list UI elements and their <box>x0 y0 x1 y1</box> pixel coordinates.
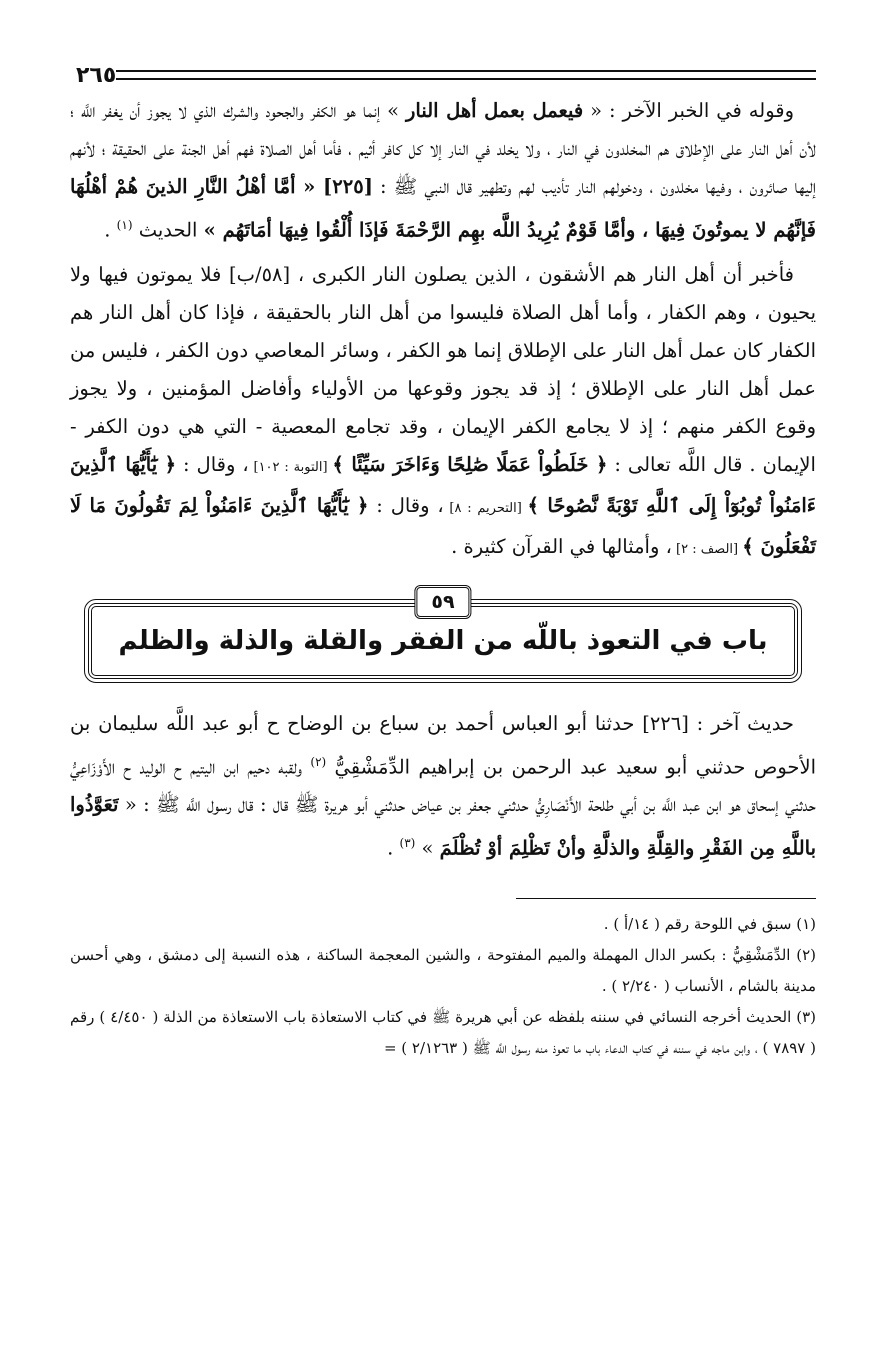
paragraph-1-text-b: » إنما هو الكفر والجحود والشرك الذي لا يجوز أن يغفر اللَّه ؛ لأن أهل النار على الإطلاق هم المخلدون في النار ، ولا يخلد في النار إلا كل كافر أثيم ، فأما أهل الصلاة فهم أهل الجنة على الحقيقة ؛ لأنهم إليها صائرون ، وفيها مخلدون ، ودخولهم النار تأديب لهم وتطهير قال النبي ﷺ : <box>70 99 817 198</box>
quran-verse-3: ﴿ يَٰٓأَيُّهَا ٱلَّذِينَ ءَامَنُواْ لِمَ تَقُولُونَ مَا لَا تَفْعَلُونَ ﴾ <box>70 493 816 558</box>
header-rule <box>116 70 816 80</box>
quran-verse-2: ﴿ يَٰٓأَيُّهَا ٱلَّذِينَ ءَامَنُواْ تُوبُوٓاْ إِلَى ٱللَّهِ تَوْبَةً نَّصُوحًا ﴾ <box>70 452 816 517</box>
paragraph-1-text-c: الحديث <box>132 218 204 242</box>
paragraph-1-text-a: وقوله في الخبر الآخر : « <box>583 99 794 122</box>
footnote-ref-1[interactable]: (١) <box>116 218 133 232</box>
verse-ref-3: [الصف : ٢] <box>671 541 743 557</box>
chapter-title: باب في التعوذ باللّه من الفقر والقلة والذلة والظلم <box>118 625 768 656</box>
footnote-3: (٣) الحديث أخرجه النسائي في سننه بلفظه عن أبي هريرة ﷺ في كتاب الاستعاذة باب الاستعاذة من الذلة ( ٤/٤٥٠ ) رقم ( ٧٨٩٧ ) ، وابن ماجه في سننه في كتاب الدعاء باب ما تعوذ منه رسول اللَّه ﷺ ( ٢/١٢٦٣ ) = <box>70 1007 816 1057</box>
footnote-ref-3[interactable]: (٣) <box>399 836 416 850</box>
quran-verse-1: ﴿ خَلَطُواْ عَمَلًا صَٰلِحًا وَءَاخَرَ سَيِّئًا ﴾ <box>332 452 608 476</box>
paragraph-2-text-b: ، وقال : <box>176 452 249 476</box>
footnotes <box>70 909 816 1064</box>
paragraph-2-text-c: ، وقال : <box>368 493 444 517</box>
footnote-separator <box>516 898 816 899</box>
hadith-quote-1: فيعمل بعمل أهل النار <box>405 99 584 122</box>
hadith-226-text-a: حديث آخر : [٢٢٦] حدثنا أبو العباس أحمد بن سباع بن الوضاح ح أبو عبد اللَّه سليمان بن الأحوص حدثني أبو سعيد عبد الرحمن بن إبراهيم الدِّمَشْقِيُّ <box>70 711 816 778</box>
hadith-226-text-c: » <box>415 836 440 860</box>
footnote-ref-2[interactable]: (٢) <box>310 754 327 769</box>
hadith-226-quote: تَعَوَّذُوا باللَّهِ مِن الفَقْرِ والقِلَّةِ والذلَّةِ وأنْ تَظْلِمَ أوْ تُظْلَمَ <box>70 793 816 860</box>
footnote-2: (٢) الدِّمَشْقِيُّ : بكسر الدال المهملة والميم المفتوحة ، والشين المعجمة الساكنة ، هذه النسبة إلى دمشق ، وهي أحسن مدينة بالشام ، الأنساب ( ٢/٢٤٠ ) . <box>70 945 816 995</box>
hadith-226-text-b: ولقبه دحيم ابن اليتيم ح الوليد ح الأَوْزَاعِيُّ حدثني إسحاق هو ابن عبد اللَّه بن أبي طلحة الأَنْصَارِيُّ حدثني جعفر بن عياض حدثني أبو هريرة ﷺ قال : قال رسول اللَّه ﷺ : « <box>70 755 816 816</box>
page <box>70 58 816 1064</box>
footnote-1: (١) سبق في اللوحة رقم ( ١٤/أ ) . <box>603 914 816 933</box>
paragraph-1-end: . <box>104 218 117 242</box>
hadith-226-paragraph <box>70 705 816 868</box>
page-number: ٢٦٥ <box>76 62 117 88</box>
hadith-225: [٢٢٥] « أمَّا أهْلُ النَّارِ الذينَ هُمْ أهْلُهَا فَإنَّهُم لا يموتُونَ فِيهَا ، وأمَّا قَوْمٌ يُرِيدُ اللَّه بهِم الرَّحْمَةَ فَإذَا أُلْقُوا فِيهَا أمَاتَهُم » <box>70 175 816 242</box>
verse-ref-1: [التوبة : ١٠٢] <box>248 459 333 475</box>
chapter-heading <box>88 590 798 683</box>
chapter-number: ٥٩ <box>414 585 471 619</box>
paragraph-2 <box>70 256 816 569</box>
hadith-226-end: . <box>387 836 400 860</box>
page-header <box>70 58 816 92</box>
paragraph-1 <box>70 92 816 250</box>
verse-ref-2: [التحريم : ٨] <box>443 500 528 516</box>
paragraph-2-text-a: فأخبر أن أهل النار هم الأشقون ، الذين يصلون النار الكبرى ، [٥٨/ب] فلا يموتون فيها ولا يحيون ، وهم الكفار ، وأما أهل الصلاة فليسوا من أهل النار بالحقيقة ، فإذا كان أهل النار هم الكفار كان عمل أهل النار على الإطلاق إنما هو الكفر ، وسائر المعاصي دون الكفر ، فليس من عمل أهل النار على الإطلاق ؛ إذ قد يجوز وقوعها من الأولياء وأفاضل المؤمنين ، ولا يجوز وقوع الكفر منهم ؛ إذ لا يجامع الكفر الإيمان ، وقد تجامع المعصية - التي هي دون الكفر - الإيمان . قال اللَّه تعالى : <box>70 262 816 476</box>
paragraph-2-text-d: ، وأمثالها في القرآن كثيرة . <box>451 534 672 558</box>
